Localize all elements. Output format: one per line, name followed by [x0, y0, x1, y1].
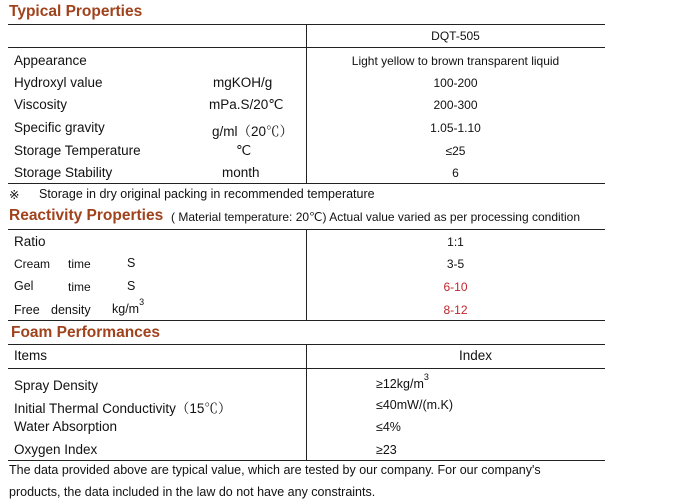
- row-unit: mgKOH/g: [213, 75, 273, 90]
- row-value: 3-5: [446, 257, 465, 271]
- reactivity-bottom-rule: [8, 320, 605, 321]
- footer-line-1: The data provided above are typical value, which are tested by our company. For our company's: [9, 463, 541, 477]
- product-name: DQT-505: [431, 29, 480, 43]
- row-value: Light yellow to brown transparent liquid: [351, 54, 560, 68]
- note-mark-icon: ※: [9, 188, 20, 202]
- row-label: Gel: [14, 279, 34, 293]
- row-label: Initial Thermal Conductivity（15℃）: [14, 401, 232, 416]
- row-label: Ratio: [14, 234, 46, 249]
- foam-header-items: Items: [14, 348, 48, 363]
- row-label: Specific gravity: [14, 120, 105, 135]
- row-unit: month: [222, 165, 260, 180]
- storage-note: Storage in dry original packing in recommended temperature: [39, 187, 375, 201]
- row-label-secondary: time: [68, 280, 91, 294]
- typical-properties-title: Typical Properties: [9, 3, 143, 20]
- row-value: ≥23: [376, 443, 397, 457]
- foam-header-index: Index: [459, 348, 493, 363]
- footer-line-2: products, the data included in the law do not have any constraints.: [9, 485, 376, 499]
- row-value: ≤4%: [376, 420, 401, 434]
- row-value: 100-200: [433, 76, 478, 90]
- row-value: 200-300: [433, 98, 478, 112]
- row-label: Hydroxyl value: [14, 75, 103, 90]
- row-label-secondary: density: [51, 303, 91, 317]
- row-unit: mPa.S/20℃: [209, 97, 284, 112]
- row-value-highlight: 8-12: [443, 303, 468, 317]
- row-label: Water Absorption: [14, 419, 118, 434]
- row-label-secondary: time: [68, 257, 91, 271]
- row-label: Storage Temperature: [14, 143, 141, 158]
- row-unit: $kg/m^3$: [112, 297, 145, 316]
- row-label: Viscosity: [14, 97, 68, 112]
- reactivity-subtitle: ( Material temperature: 20℃) Actual value varied as per processing condition: [171, 210, 581, 224]
- row-value: $\ge 12kg/m^3$: [376, 372, 429, 391]
- row-unit: g/ml（20℃）: [212, 124, 294, 139]
- row-label: Appearance: [14, 53, 87, 68]
- row-label: Storage Stability: [14, 165, 113, 180]
- row-label: Oxygen Index: [14, 442, 98, 457]
- row-unit: ℃: [236, 143, 252, 158]
- row-value: 6: [452, 166, 459, 180]
- row-unit: S: [127, 256, 136, 270]
- foam-performances-title: Foam Performances: [11, 324, 161, 341]
- row-label: Cream: [14, 257, 51, 271]
- row-label: Free: [14, 303, 40, 317]
- row-value: 1:1: [447, 235, 464, 249]
- foam-bottom-rule: [8, 460, 605, 461]
- row-value: 1.05-1.10: [430, 121, 481, 135]
- row-value-highlight: 6-10: [443, 280, 468, 294]
- row-label: Spray Density: [14, 378, 99, 393]
- row-value: ≤40mW/(m.K): [376, 398, 453, 412]
- foam-column-divider: [306, 344, 307, 460]
- row-unit: S: [127, 279, 136, 293]
- typical-bottom-rule: [8, 183, 605, 184]
- reactivity-properties-title: Reactivity Properties: [9, 207, 164, 224]
- row-value: ≤25: [445, 144, 466, 158]
